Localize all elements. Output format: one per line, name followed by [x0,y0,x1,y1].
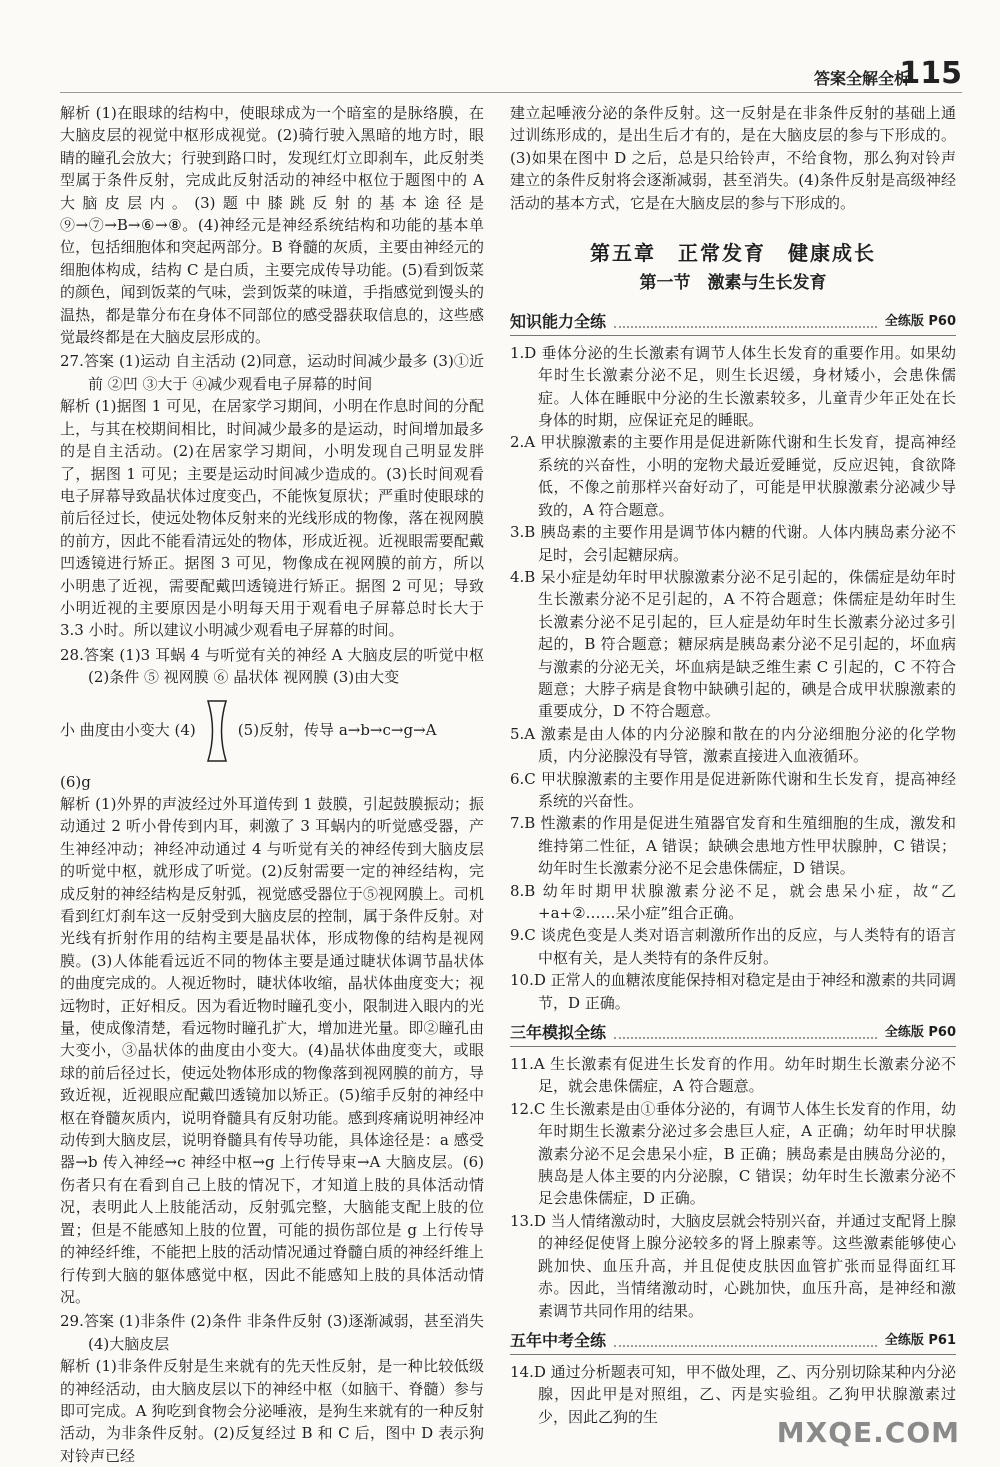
section-bar-knowledge [510,309,956,336]
answer-item: 11.A 生长激素有促进生长发育的作用。幼年时期生长激素分泌不足，就会患侏儒症，A 符合题意。 [510,1055,956,1096]
answer-item: 8.B 幼年时期甲状腺激素分泌不足，就会患呆小症，故“乙+a+②……呆小症”组合正确。 [510,881,956,922]
dotted-leader [614,316,877,328]
section-bar-five-year [510,1328,956,1355]
answer-item: 13.D 当人情绪激动时，大脑皮层就会特别兴奋，并通过支配肾上腺的神经促使肾上腺分泌较多的肾上腺素等。这些激素能够使心跳加快、血压升高，并且促使皮肤因血管扩张而显得面红耳赤。因此，当情绪激动时，心跳加快，血压升高，是神经和激素调节共同作用的结果。 [510,1211,956,1320]
q27-analysis: 解析 (1)据图 1 可见，在居家学习期间，小明在作息时间的分配上，与其在校期间相比，时间减少最多的是运动，时间增加最多的是自主活动。(2)在居家学习期间，小明发现自己明显发胖了，据图 1 可见；主要是运动时间减少造成的。(3)长时间观看电子屏幕导致晶状体过度变凸，不能恢复原状；严重时使眼球的前后径过长，使远处物体反射来的光线形成的物像，落在视网膜的前方，因此不能看清远处的物体，形成近视。近视眼需要配戴凹透镜进行矫正。据图 3 可见，物像成在视网膜的前方，所以小明患了近视，需要配戴凹透镜进行矫正。据图 2 可见；导致小明近视的主要原因是小明每天用于观看电子屏幕总时长大于 3.3 小时。所以建议小明减少观看电子屏幕的时间。 [60,397,484,640]
answer-item: 4.B 呆小症是幼年时甲状腺激素分泌不足引起的，侏儒症是幼年时生长激素分泌不足引起的，A 不符合题意；侏儒症是幼年时生长激素分泌不足引起的，巨人症是幼年时生长激素分泌过多引起的，B 符合题意；糖尿病是胰岛素分泌不足引起的，坏血病与激素的分泌无关，坏血病是缺乏维生素 C 引起的，C 不符合题意；大脖子病是食物中缺碘引起的，碘是合成甲状腺激素的重要成分，D 不符合题意。 [510,567,956,721]
concave-lens-row [60,699,484,763]
bar-page-ref: 全练版 P60 [884,313,956,329]
section-bar-three-year [510,1020,956,1047]
header-title: 答案全解全析 [813,69,910,88]
q27-answer: 27.答案 (1)运动 自主活动 (2)同意，运动时间减少最多 (3)①近 前 ②凹 ③大于 ④减少观看电子屏幕的时间 [60,352,484,393]
q28-answer-end: (6)g [60,772,91,791]
answer-item: 5.A 激素是由人体的内分泌腺和散在的内分泌细胞分泌的化学物质，内分泌腺没有导管，激素直接进入血液循环。 [510,724,956,766]
page-number: 115 [899,56,962,91]
answer-item: 10.D 正常人的血糖浓度能保持相对稳定是由于神经和激素的共同调节，D 正确。 [510,971,956,1012]
q29-answer: 29.答案 (1)非条件 (2)条件 非条件反射 (3)逐渐减弱，甚至消失 (4)大脑皮层 [60,1312,484,1353]
answer-item: 14.D 通过分析题表可知，甲不做处理，乙、丙分别切除某种内分泌腺，因此甲是对照组，乙、丙是实验组。乙狗甲状腺激素过少，因此乙狗的生 [510,1362,956,1426]
concave-lens-icon [206,699,228,763]
header-divider [60,92,962,93]
answer-item: 3.B 胰岛素的主要作用是调节体内糖的代谢。人体内胰岛素分泌不足时，会引起糖尿病。 [510,523,956,564]
section-title: 第一节 激素与生长发育 [639,273,827,294]
watermark-text: MXQE.COM [776,1416,960,1449]
bar-title: 知识能力全练 [510,311,607,331]
right-column [510,102,956,1428]
answer-item: 9.C 谈虎色变是人类对语言刺激所作出的反应，与人类特有的语言中枢有关，是人类特有的条件反射。 [510,926,956,967]
q26-analysis: 解析 (1)在眼球的结构中，使眼球成为一个暗室的是脉络膜，在大脑皮层的视觉中枢形成视觉。(2)骑行驶入黑暗的地方时，眼睛的瞳孔会放大；行驶到路口时，发现红灯立即刹车，此反射类型属于条件反射，完成此反射活动的神经中枢位于题图中的 A 大脑皮层内。(3)题中膝跳反射的基本途径是⑨→⑦→B→⑥→⑧。(4)神经元是神经系统结构和功能的基本单位，包括细胞体和突起两部分。B 脊髓的灰质，主要由神经元的细胞体构成，结构 C 是白质，主要完成传导功能。(5)看到饭菜的颜色，闻到饭菜的气味，尝到饭菜的味道，手指感觉到馒头的温热，都是靠分布在身体不同部位的感受器获取信息的，这些感觉最终都是在大脑皮层形成的。 [60,104,484,347]
q29-analysis-continued: 建立起唾液分泌的条件反射。这一反射是在非条件反射的基础上通过训练形成的，是出生后才有的，是在大脑皮层的参与下形成的。(3)如果在图中 D 之后，总是只给铃声，不给食物，那么狗对铃声建立的条件反射将会逐渐减弱，甚至消失。(4)条件反射是高级神经活动的基本方式，它是在大脑皮层的参与下形成的。 [510,104,956,212]
bar-page-ref: 全练版 P60 [884,1024,956,1040]
answer-item: 2.A 甲状腺激素的主要作用是促进新陈代谢和生长发育，提高神经系统的兴奋性，小明的宠物犬最近爱睡觉，反应迟钝，食欲降低，不像之前那样兴奋好动了，可能是甲状腺激素分泌减少导致的，A 符合题意。 [510,433,956,519]
answer-item: 1.D 垂体分泌的生长激素有调节人体生长发育的重要作用。如果幼年时生长激素分泌不足，则生长迟缓，身材矮小，会患侏儒症。人体在睡眠中分泌的生长激素较多，儿童青少年正处在长身体的时期，应保证充足的睡眠。 [510,343,956,430]
q28-lens-right-text: (5)反射，传导 a→b→c→g→A [237,721,437,740]
answer-item: 7.B 性激素的作用是促进生殖器官发育和生殖细胞的生成，激发和维持第二性征，A 错误；缺碘会患地方性甲状腺肿，C 错误；幼年时生长激素分泌不足会患侏儒症，D 错误。 [510,814,956,878]
bar-title: 三年模拟全练 [510,1022,607,1042]
dotted-leader [614,1027,877,1039]
q29-analysis: 解析 (1)非条件反射是生来就有的先天性反射，是一种比较低级的神经活动，由大脑皮层以下的神经中枢（如脑干、脊髓）参与即可完成。A 狗吃到食物会分泌唾液，是狗生来就有的一种反射活动，为非条件反射。(2)反复经过 B 和 C 后，图中 D 表示狗对铃声已经 [60,1357,484,1465]
dotted-leader [614,1335,877,1347]
q28-answer: 28.答案 (1)3 耳蜗 4 与听觉有关的神经 A 大脑皮层的听觉中枢 (2)条件 ⑤ 视网膜 ⑥ 晶状体 视网膜 (3)由大变 [60,645,484,687]
bar-page-ref: 全练版 P61 [884,1332,956,1348]
answer-item: 12.C 生长激素是由①垂体分泌的，有调节人体生长发育的作用，幼年时期生长激素分泌过多会患巨人症，A 正确；幼年时甲状腺激素分泌不足会患呆小症，B 正确；胰岛素是由胰岛分泌的，胰岛是人体主要的内分泌腺，C 错误；幼年时生长激素分泌不足会患侏儒症，D 正确。 [510,1099,956,1208]
page-header [0,0,1000,95]
q28-analysis: 解析 (1)外界的声波经过外耳道传到 1 鼓膜，引起鼓膜振动；振动通过 2 听小骨传到内耳，刺激了 3 耳蜗内的听觉感受器，产生神经冲动；神经冲动通过 4 与听觉有关的神经传到大脑皮层的听觉中枢，就形成了听觉。(2)反射需要一定的神经结构，完成反射的神经结构是反射弧，视觉感受器位于⑤视网膜上。司机看到红灯刹车这一反射受到大脑皮层的控制，属于条件反射。对光线有折射作用的结构主要是晶状体，形成物像的结构是视网膜。(3)人体能看远近不同的物体主要是通过睫状体调节晶状体的曲度完成的。人视近物时，睫状体收缩，晶状体曲度变大；视远物时，正好相反。因为看近物时瞳孔变小，限制进入眼内的光量，使成像清楚，看远物时瞳孔扩大，增加进光量。即②瞳孔由大变小，③晶状体的曲度由小变大。(4)晶状体曲度变大，或眼球的前后径过长，使远处物体形成的物像落到视网膜的前方，导致近视，近视眼应配戴凹透镜加以矫正。(5)缩手反射的神经中枢在脊髓灰质内，说明脊髓具有反射功能。感到疼痛说明神经冲动传到大脑皮层，说明脊髓具有传导功能，具体途径是：a 感受器→b 传入神经→c 神经中枢→g 上行传导束→A 大脑皮层。(6)伤者只有在看到自己上肢的情况下，才知道上肢的具体活动情况，表明此人上肢能活动，反射弧完整，大脑能支配上肢的位置；但是不能感知上肢的位置，可能的损伤部位是 g 上行传导的神经纤维，不能把上肢的活动情况通过脊髓白质的神经纤维上行传到大脑的躯体感觉中枢，因此不能感知上肢的具体活动情况。 [60,794,484,1306]
chapter-title: 第五章 正常发育 健康成长 [590,241,876,266]
bar-title: 五年中考全练 [510,1330,607,1350]
q28-lens-left-text: 小 曲度由小变大 (4) [60,721,196,740]
left-column [60,102,484,1467]
answer-item: 6.C 甲状腺激素的主要作用是促进新陈代谢和生长发育，提高神经系统的兴奋性。 [510,769,956,810]
